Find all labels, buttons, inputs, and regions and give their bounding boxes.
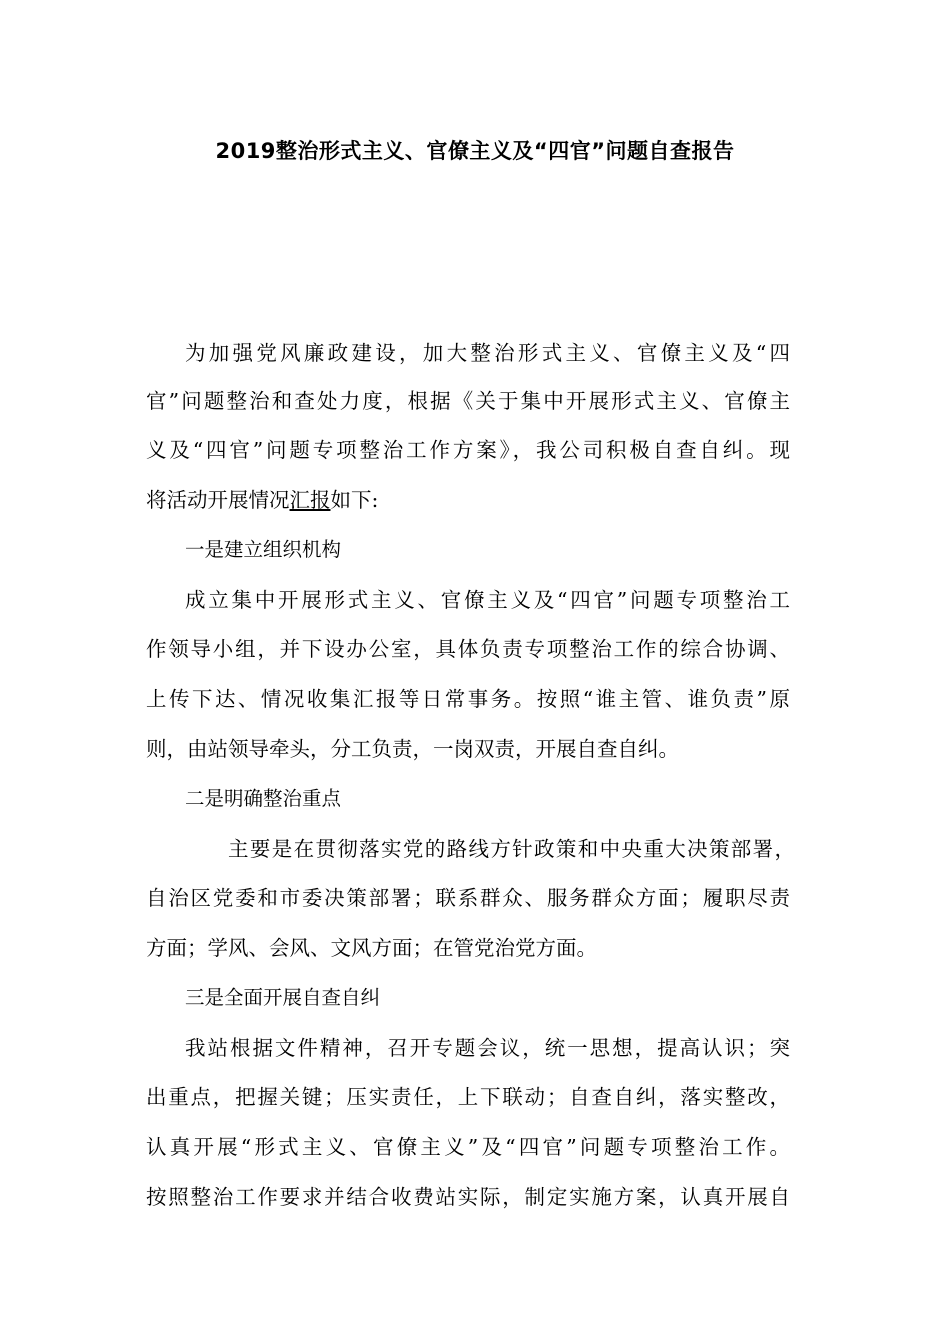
- section-3-line-4: 按照整治工作要求并结合收费站实际，制定实施方案，认真开展自: [146, 1185, 790, 1209]
- section-3-heading: 三是全面开展自查自纠: [185, 986, 381, 1009]
- section-3-line-2: 出重点，把握关键；压实责任，上下联动；自查自纠，落实整改，: [146, 1085, 790, 1109]
- section-2-line-3: 方面；学风、会风、文风方面；在管党治党方面。: [146, 936, 597, 960]
- section-2-line-2: 自治区党委和市委决策部署；联系群众、服务群众方面；履职尽责: [146, 886, 790, 910]
- section-2-line-1: 主要是在贯彻落实党的路线方针政策和中央重大决策部署，: [228, 837, 795, 861]
- report-link[interactable]: 汇报: [289, 488, 331, 512]
- section-3-line-3: 认真开展“形式主义、官僚主义”及“四官”问题专项整治工作。: [146, 1135, 790, 1159]
- document-title: 2019整治形式主义、官僚主义及“四官”问题自查报告: [215, 139, 735, 163]
- section-1-line-2: 作领导小组，并下设办公室，具体负责专项整治工作的综合协调、: [146, 637, 790, 661]
- intro-line-4-end: 如下:: [330, 488, 379, 512]
- section-2-heading: 二是明确整治重点: [185, 787, 342, 810]
- intro-line-2: 官”问题整治和查处力度，根据《关于集中开展形式主义、官僚主: [146, 389, 790, 413]
- section-1-heading: 一是建立组织机构: [185, 538, 342, 561]
- section-1-line-4: 则，由站领导牵头，分工负责，一岗双责，开展自查自纠。: [146, 737, 679, 761]
- section-1-line-3: 上传下达、情况收集汇报等日常事务。按照“谁主管、谁负责”原: [146, 687, 790, 711]
- intro-line-1: 为加强党风廉政建设，加大整治形式主义、官僚主义及“四: [185, 341, 790, 365]
- intro-line-3: 义及“四官”问题专项整治工作方案》，我公司积极自查自纠。现: [146, 438, 790, 462]
- section-3-line-1: 我站根据文件精神，召开专题会议，统一思想，提高认识；突: [185, 1036, 790, 1060]
- intro-line-4: [146, 486, 378, 514]
- section-1-line-1: 成立集中开展形式主义、官僚主义及“四官”问题专项整治工: [185, 588, 790, 612]
- intro-line-4-start: 将活动开展情况: [146, 488, 290, 512]
